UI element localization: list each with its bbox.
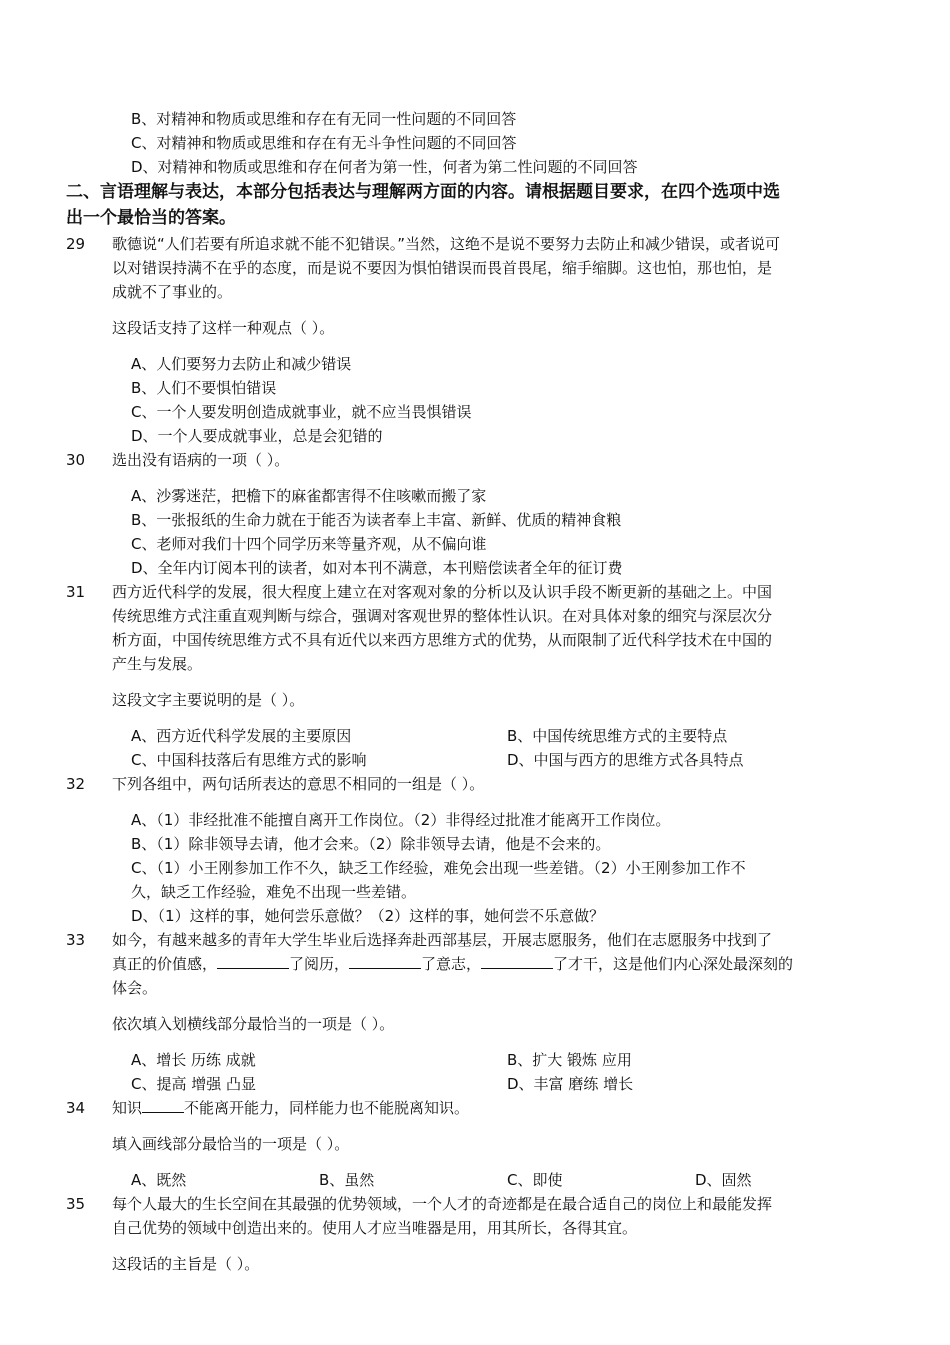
q29-option-d: D、一个人要成就事业，总是会犯错的 (131, 427, 383, 445)
option-b-top: B、对精神和物质或思维和存在有无同一性问题的不同回答 (131, 110, 517, 128)
question-number-30: 30 (66, 451, 86, 469)
q35-stem-line1: 每个人最大的生长空间在其最强的优势领域，一个人才的奇迹都是在最合适自己的岗位上和最能发挥 (112, 1195, 773, 1213)
q31-stem-line4: 产生与发展。 (112, 655, 203, 673)
q34-stem-part-a: 知识 (112, 1099, 143, 1117)
q33-blank-3 (481, 954, 553, 969)
question-number-33: 33 (66, 931, 86, 949)
q33-option-b: B、扩大 锻炼 应用 (507, 1051, 632, 1069)
q29-option-c: C、一个人要发明创造成就事业，就不应当畏惧错误 (131, 403, 472, 421)
question-number-35: 35 (66, 1195, 86, 1213)
q32-option-a: A、（1）非经批准不能擅自离开工作岗位。（2）非得经过批准才能离开工作岗位。 (131, 811, 671, 829)
q34-blank (142, 1098, 184, 1113)
q34-stem-part-b: 不能离开能力，同样能力也不能脱离知识。 (184, 1099, 470, 1117)
q30-option-d: D、全年内订阅本刊的读者，如对本刊不满意，本刊赔偿读者全年的征订费 (131, 559, 623, 577)
q32-option-c-line2: 久，缺乏工作经验，难免不出现一些差错。 (131, 883, 417, 901)
section-heading-line1: 二、言语理解与表达，本部分包括表达与理解两方面的内容。请根据题目要求，在四个选项中选 (66, 182, 780, 202)
q35-prompt: 这段话的主旨是（ ）。 (112, 1255, 260, 1273)
q34-option-d: D、固然 (695, 1171, 752, 1189)
q32-option-c-line1: C、（1）小王刚参加工作不久，缺乏工作经验，难免会出现一些差错。（2）小王刚参加工作不 (131, 859, 746, 877)
q33-prompt: 依次填入划横线部分最恰当的一项是（ ）。 (112, 1015, 395, 1033)
q31-stem-line3: 析方面，中国传统思维方式不具有近代以来西方思维方式的优势，从而限制了近代科学技术在中国的 (112, 631, 773, 649)
question-number-29: 29 (66, 235, 86, 253)
q33-stem-part-a: 真正的价值感， (112, 955, 218, 973)
q33-blank-2 (349, 954, 421, 969)
option-d-top: D、对精神和物质或思维和存在何者为第一性，何者为第二性问题的不同回答 (131, 158, 638, 176)
q30-option-a: A、沙雾迷茫，把檐下的麻雀都害得不住咳嗽而搬了家 (131, 487, 487, 505)
option-c-top: C、对精神和物质或思维和存在有无斗争性问题的不同回答 (131, 134, 517, 152)
q33-option-a: A、增长 历练 成就 (131, 1051, 256, 1069)
q33-option-d: D、丰富 磨练 增长 (507, 1075, 634, 1093)
question-number-31: 31 (66, 583, 86, 601)
q31-option-c: C、中国科技落后有思维方式的影响 (131, 751, 367, 769)
q29-stem-line2: 以对错误持满不在乎的态度，而是说不要因为惧怕错误而畏首畏尾，缩手缩脚。这也怕，那也怕，是 (112, 259, 773, 277)
q30-stem: 选出没有语病的一项（ ）。 (112, 451, 290, 469)
q33-option-c: C、提高 增强 凸显 (131, 1075, 257, 1093)
q33-stem-part-d: 了才干，这是他们内心深处最深刻的 (553, 955, 794, 973)
q34-option-b: B、虽然 (319, 1171, 375, 1189)
q29-prompt: 这段话支持了这样一种观点（ ）。 (112, 319, 335, 337)
q31-option-a: A、西方近代科学发展的主要原因 (131, 727, 352, 745)
q30-option-b: B、一张报纸的生命力就在于能否为读者奉上丰富、新鲜、优质的精神食粮 (131, 511, 622, 529)
q34-prompt: 填入画线部分最恰当的一项是（ ）。 (112, 1135, 350, 1153)
q35-stem-line2: 自己优势的领域中创造出来的。使用人才应当唯器是用，用其所长，各得其宜。 (112, 1219, 638, 1237)
q33-stem-line2 (112, 952, 793, 976)
q31-stem-line2: 传统思维方式注重直观判断与综合，强调对客观世界的整体性认识。在对具体对象的细究与深层次分 (112, 607, 773, 625)
q33-stem-part-b: 了阅历， (289, 955, 350, 973)
q34-stem (112, 1096, 469, 1120)
section-heading-line2: 出一个最恰当的答案。 (66, 208, 236, 228)
q34-option-a: A、既然 (131, 1171, 187, 1189)
q31-prompt: 这段文字主要说明的是（ ）。 (112, 691, 305, 709)
q29-option-a: A、人们要努力去防止和减少错误 (131, 355, 352, 373)
q31-option-b: B、中国传统思维方式的主要特点 (507, 727, 728, 745)
q29-option-b: B、人们不要惧怕错误 (131, 379, 277, 397)
q33-stem-line1: 如今，有越来越多的青年大学生毕业后选择奔赴西部基层，开展志愿服务，他们在志愿服务中找到了 (112, 931, 773, 949)
q32-option-b: B、（1）除非领导去请，他才会来。（2）除非领导去请，他是不会来的。 (131, 835, 611, 853)
q30-option-c: C、老师对我们十四个同学历来等量齐观，从不偏向谁 (131, 535, 487, 553)
q31-stem-line1: 西方近代科学的发展，很大程度上建立在对客观对象的分析以及认识手段不断更新的基础之上。中国 (112, 583, 773, 601)
question-number-34: 34 (66, 1099, 86, 1117)
q29-stem-line3: 成就不了事业的。 (112, 283, 233, 301)
q33-stem-part-c: 了意志， (421, 955, 482, 973)
q33-stem-line3: 体会。 (112, 979, 158, 997)
q32-stem: 下列各组中，两句话所表达的意思不相同的一组是（ ）。 (112, 775, 485, 793)
q32-option-d: D、（1）这样的事，她何尝乐意做？（2）这样的事，她何尝不乐意做？ (131, 907, 605, 925)
q31-option-d: D、中国与西方的思维方式各具特点 (507, 751, 744, 769)
q33-blank-1 (217, 954, 289, 969)
question-number-32: 32 (66, 775, 86, 793)
q34-option-c: C、即使 (507, 1171, 563, 1189)
q29-stem-line1: 歌德说“人们若要有所追求就不能不犯错误。”当然，这绝不是说不要努力去防止和减少错误，或者说可 (112, 235, 781, 253)
